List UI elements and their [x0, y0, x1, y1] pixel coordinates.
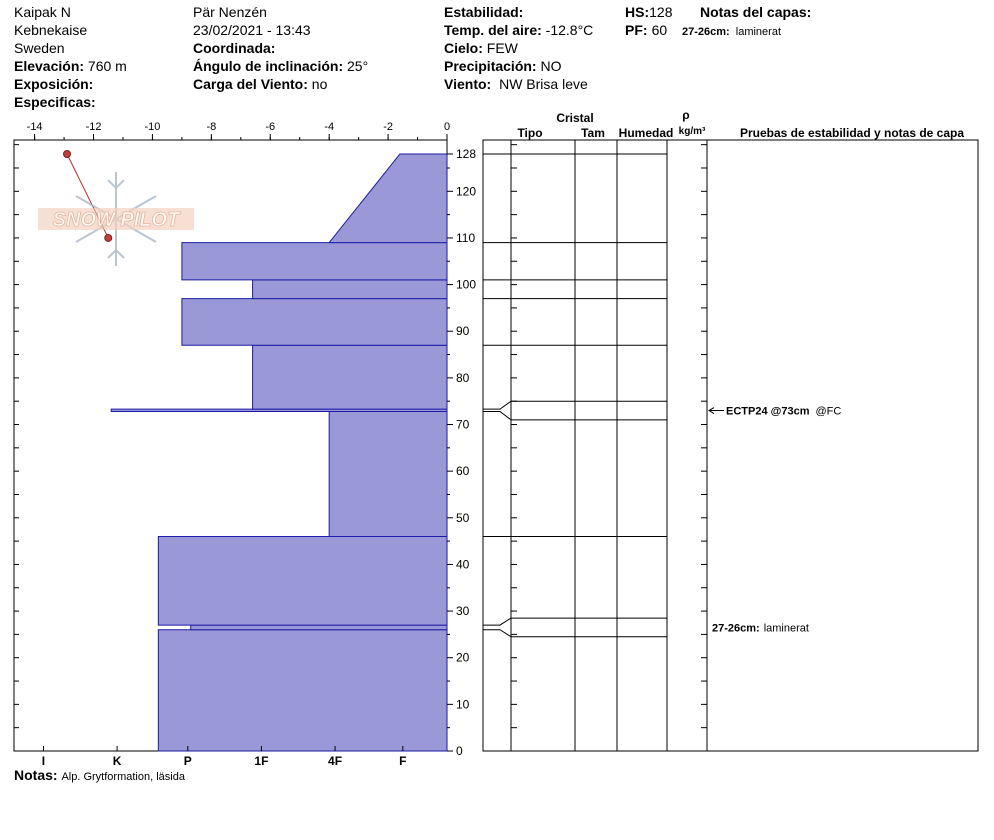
layer-note-extra: laminerat: [763, 622, 809, 635]
hardness-label-2: P: [183, 754, 192, 768]
slope-label: Ángulo de inclinación:: [193, 58, 344, 74]
observer-name: Pär Nenzén: [193, 4, 267, 20]
location-name: Kaipak N: [14, 4, 71, 20]
height-label-4: 40: [456, 557, 470, 572]
layer-note-code: 27-26cm:: [712, 622, 760, 635]
temp-tick-label-0: -14: [26, 121, 43, 133]
temp-tick-label-4: -6: [265, 121, 276, 133]
hardness-layer-0: [158, 630, 447, 751]
height-label-2: 20: [456, 650, 470, 665]
temp-tick-label-6: -2: [383, 121, 393, 133]
temp-tick-label-7: 0: [443, 121, 451, 133]
stability-note-extra: @FC: [815, 405, 842, 418]
layer-note-text: laminerat: [735, 26, 782, 38]
moisture-header: Humedad: [618, 126, 674, 140]
temp-tick-label-5: -4: [324, 121, 335, 133]
stability-note-text: [726, 406, 841, 418]
height-label-9: 90: [456, 324, 470, 339]
height-label-8: 80: [456, 370, 470, 385]
size-header: Tam: [581, 126, 605, 140]
layer-note-text-right: [712, 622, 809, 634]
air-temp-label: Temp. del aire:: [444, 22, 542, 38]
pf-label: PF:: [625, 22, 648, 38]
type-header: Tipo: [517, 126, 543, 140]
notes-value: Alp. Grytformation, läsida: [61, 771, 185, 783]
wind-load-value: no: [311, 76, 328, 92]
observation-datetime: 23/02/2021 - 13:43: [193, 22, 311, 38]
temp-tick-label-1: -12: [85, 121, 102, 133]
temperature-point-1: [105, 234, 112, 241]
temp-tick-label-3: -8: [206, 121, 217, 133]
notes-label: Notas:: [14, 767, 58, 783]
hardness-label-0: I: [41, 754, 46, 768]
hardness-label-4: 4F: [328, 754, 343, 768]
height-label-7: 70: [456, 417, 470, 432]
hardness-layer-9: [329, 154, 447, 243]
wind-label: Viento:: [444, 76, 492, 92]
sky-value: FEW: [486, 40, 518, 56]
temp-tick-label-2: -10: [144, 121, 161, 133]
crystal-header: Cristal: [556, 111, 594, 125]
stability-label: Estabilidad:: [444, 4, 524, 20]
precip-value: NO: [540, 58, 562, 74]
air-temp-value: -12.8°C: [545, 22, 594, 38]
hardness-layer-8: [182, 243, 447, 280]
snowpilot-logo: [38, 172, 194, 266]
hardness-label-1: K: [112, 754, 122, 768]
elevation-label: Elevación:: [14, 58, 85, 74]
specifics-label: Especificas:: [14, 94, 96, 110]
sky-label: Cielo:: [444, 40, 483, 56]
hardness-label-3: 1F: [254, 754, 269, 768]
density-unit-header: kg/m³: [678, 126, 706, 137]
stability-note-laminerat: [712, 622, 809, 634]
height-label-11: 110: [456, 230, 476, 245]
height-axis: [447, 147, 476, 758]
country-name: Sweden: [14, 40, 65, 56]
aspect-label: Exposición:: [14, 76, 94, 92]
height-label-5: 50: [456, 510, 470, 525]
slope-value: 25°: [347, 58, 369, 74]
stability-note-ectp: [709, 406, 841, 418]
height-label-0: 0: [456, 744, 463, 758]
hardness-layer-2: [158, 536, 447, 625]
wind-load-label: Carga del Viento:: [193, 76, 308, 92]
stability-note-code: ECTP24 @73cm: [726, 405, 810, 418]
temperature-axis: [27, 121, 450, 140]
pf-value: 60: [651, 22, 668, 38]
table-minor-ticks: [511, 145, 707, 728]
hardness-layer-5: [253, 345, 447, 409]
hardness-layer-3: [329, 411, 447, 536]
height-label-6: 60: [456, 464, 470, 479]
height-label-12: 120: [456, 184, 477, 199]
temperature-point-0: [64, 150, 71, 157]
hardness-layers: [111, 154, 447, 751]
hardness-layer-6: [182, 299, 447, 346]
left-minor-ticks: [14, 145, 19, 728]
hardness-layer-7: [253, 280, 447, 299]
height-label-13: 128: [456, 146, 477, 161]
rho-header: ρ: [682, 108, 690, 122]
height-label-3: 30: [456, 604, 470, 619]
hardness-layer-1: [191, 625, 447, 630]
tests-header: Pruebas de estabilidad y notas de capa: [739, 126, 965, 140]
wind-value: NW Brisa leve: [499, 76, 588, 92]
logo-text: SNOW PILOT: [52, 209, 180, 231]
hs-value: 128: [649, 4, 673, 20]
coordinate-label: Coordinada:: [193, 40, 276, 56]
height-label-1: 10: [456, 697, 470, 712]
elevation-value: 760 m: [87, 58, 127, 74]
layer-note-range: 27-26cm:: [682, 26, 730, 38]
precip-label: Precipitación:: [444, 58, 537, 74]
region-name: Kebnekaise: [14, 22, 88, 38]
layer-notes-label: Notas del capas:: [700, 4, 812, 20]
hs-label: HS:: [625, 4, 650, 20]
hardness-label-5: F: [399, 754, 407, 768]
layer-table-frame: [483, 140, 978, 751]
height-label-10: 100: [456, 277, 477, 292]
